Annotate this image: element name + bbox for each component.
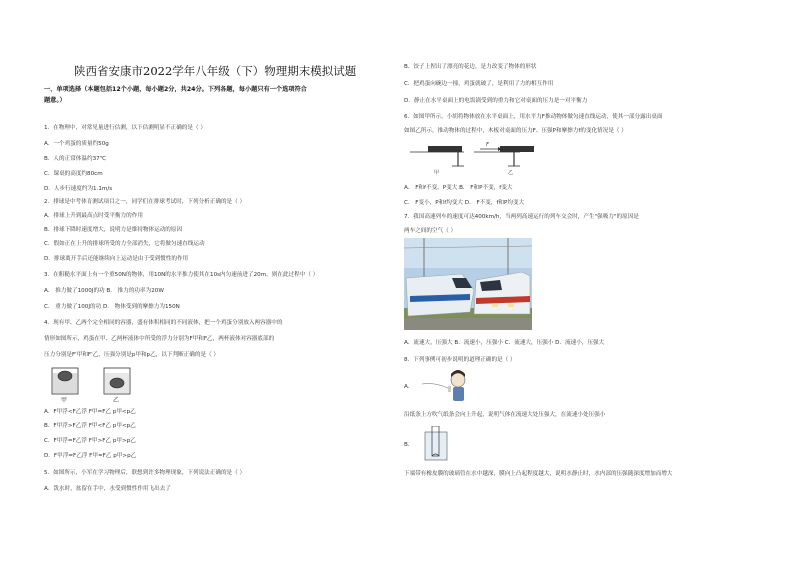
force-label: F: [486, 142, 489, 148]
push-block-figure: [408, 142, 548, 178]
option-line: B．F甲浮>F乙浮 F甲<F乙 p甲<p乙: [44, 423, 136, 429]
blowing-paper-figure: [418, 366, 478, 406]
option-line: C．课桌的高度约80cm: [44, 171, 103, 177]
option-caption: 沿纸条上方吹气纸条会向上升起，说明气体在流速大处压强大，在流速小处压强小: [404, 412, 606, 418]
option-line: D．F甲浮=F乙浮 F甲=F乙 p甲>p乙: [44, 453, 137, 459]
question-line: 情形如图所示，鸡蛋在甲、乙两杯液体中所受的浮力分别为F甲和F乙，两杯液体对容器底部的: [44, 336, 275, 342]
figure-label-left: 甲: [434, 170, 440, 176]
high-speed-trains-image: [404, 238, 532, 330]
question-line: 7．我国高速列车的速度可达400km/h，当两列高速运行的列车交会时，产生"强吸力"的原因是: [404, 214, 639, 220]
option-line: C．假如正在上升的排球所受的力全部消失，它将做匀速直线运动: [44, 241, 205, 247]
beaker-label-left: 甲: [61, 397, 68, 404]
option-line: C．F甲浮=F乙浮 F甲>F乙 p甲>p乙: [44, 438, 136, 444]
beaker-figure: [46, 364, 156, 406]
option-line: A．泼水时，盆留在手中，水受到惯性作用飞出去了: [44, 486, 171, 492]
question-line: 6．如图甲所示，小胡将物体放在水平桌面上，用水平力F推动物体做匀速直线运动，使其一部分露出桌面: [404, 114, 663, 120]
option-line: A． F和f不变，P变大 B． F和P不变，f变大: [404, 185, 513, 191]
option-line: A．流速大，压强大 B．流速小，压强小 C．流速大，压强小 D．流速小，压强大: [404, 340, 605, 346]
membrane-tube-illustration: [422, 426, 452, 462]
egg-floating: [58, 371, 72, 381]
figure-label-right: 乙: [508, 170, 514, 176]
question-line: 1．在物理中，对常见量进行估测，以下估测明显不正确的是（ ）: [44, 125, 206, 131]
option-line: C． 重力做了100J的功 D． 物体受到的摩擦力为150N: [44, 304, 180, 310]
table-block-illustration: [408, 142, 548, 178]
option-line: C．把鸡蛋向碗边一撞，鸡蛋就破了，是利用了力的相互作用: [404, 81, 554, 87]
question-line: 4．现有甲、乙两个完全相同的容器，盛有体积相同的不同液体，把一个鸡蛋分别放入两容器中的: [44, 320, 283, 326]
option-line: C． F变小，P和f均变大 D． F不变，f和P均变大: [404, 200, 525, 206]
question-line: 如图乙所示，推动物体的过程中，木板对桌面的压力F、压强P和摩擦力f的变化情况是（ ）: [404, 128, 627, 134]
option-label-a: A．: [404, 384, 414, 390]
option-label-b: B．: [404, 442, 414, 448]
question-line: 2．排球是中考体育测试项目之一，同学们在排球考试时，下列分析正确的是（ ）: [44, 199, 246, 205]
question-line: 3．在粗糙水平面上有一个重50N的物体，用10N的水平推力使其在10s内匀速前进了20m，则在此过程中（ ）: [44, 272, 319, 278]
option-line: D．静止在水平桌面上的电饭锅受到的重力和它对桌面的压力是一对平衡力: [404, 98, 588, 104]
option-line: D．人步行速度约为1.1m/s: [44, 186, 113, 192]
option-caption: 下端带有橡皮膜的玻璃管在水中越深，膜向上凸起程度越大，说明水静止时，水内部的压强随深度增加而增大: [404, 471, 673, 477]
option-line: A．F甲浮<F乙浮 F甲=F乙 p甲<p乙: [44, 409, 136, 415]
trains-photo: [404, 238, 532, 330]
question-line: 5．如图所示，小军在学习物理后，联想到许多物理现象，下列说法正确的是（ ）: [44, 470, 246, 476]
option-line: D．排球离开手后还能继续向上运动是由于受到惯性的作用: [44, 256, 189, 262]
option-line: A． 推力做了1000J的功 B． 推力的功率为20W: [44, 288, 164, 294]
option-line: B．排球下降时速度增大，说明力是维持物体运动的原因: [44, 227, 183, 233]
question-line: 两车之间的空气（ ）: [404, 228, 457, 234]
page-title: 陕西省安康市2022学年八年级（下）物理期末模拟试题: [74, 64, 357, 78]
option-line: B．人的正常体温约37℃: [44, 156, 106, 162]
question-line: 压力分别是F'甲和F'乙，压强分别是p甲和p乙，以下判断正确的是（ ）: [44, 352, 220, 358]
option-line: B．饺子上捏出了漂亮的花边，是力改变了物体的形状: [404, 64, 537, 70]
beaker-label-right: 乙: [113, 397, 120, 404]
option-line: A．一个鸡蛋的质量约50g: [44, 141, 109, 147]
option-line: A．排球上升到最高点时受平衡力的作用: [44, 213, 143, 219]
glass-tube-figure: [422, 426, 452, 462]
child-blowing-paper-illustration: [418, 366, 478, 406]
question-line: 8．下列事例可初步说明的道理正确的是（ ）: [404, 357, 516, 363]
egg-suspended: [110, 378, 124, 388]
section-heading: 一、单项选择（本题包括12个小题，每小题2分，共24分。下列各题，每小题只有一个选项符合: [44, 86, 307, 93]
section-heading-cont: 题意。）: [44, 97, 66, 104]
